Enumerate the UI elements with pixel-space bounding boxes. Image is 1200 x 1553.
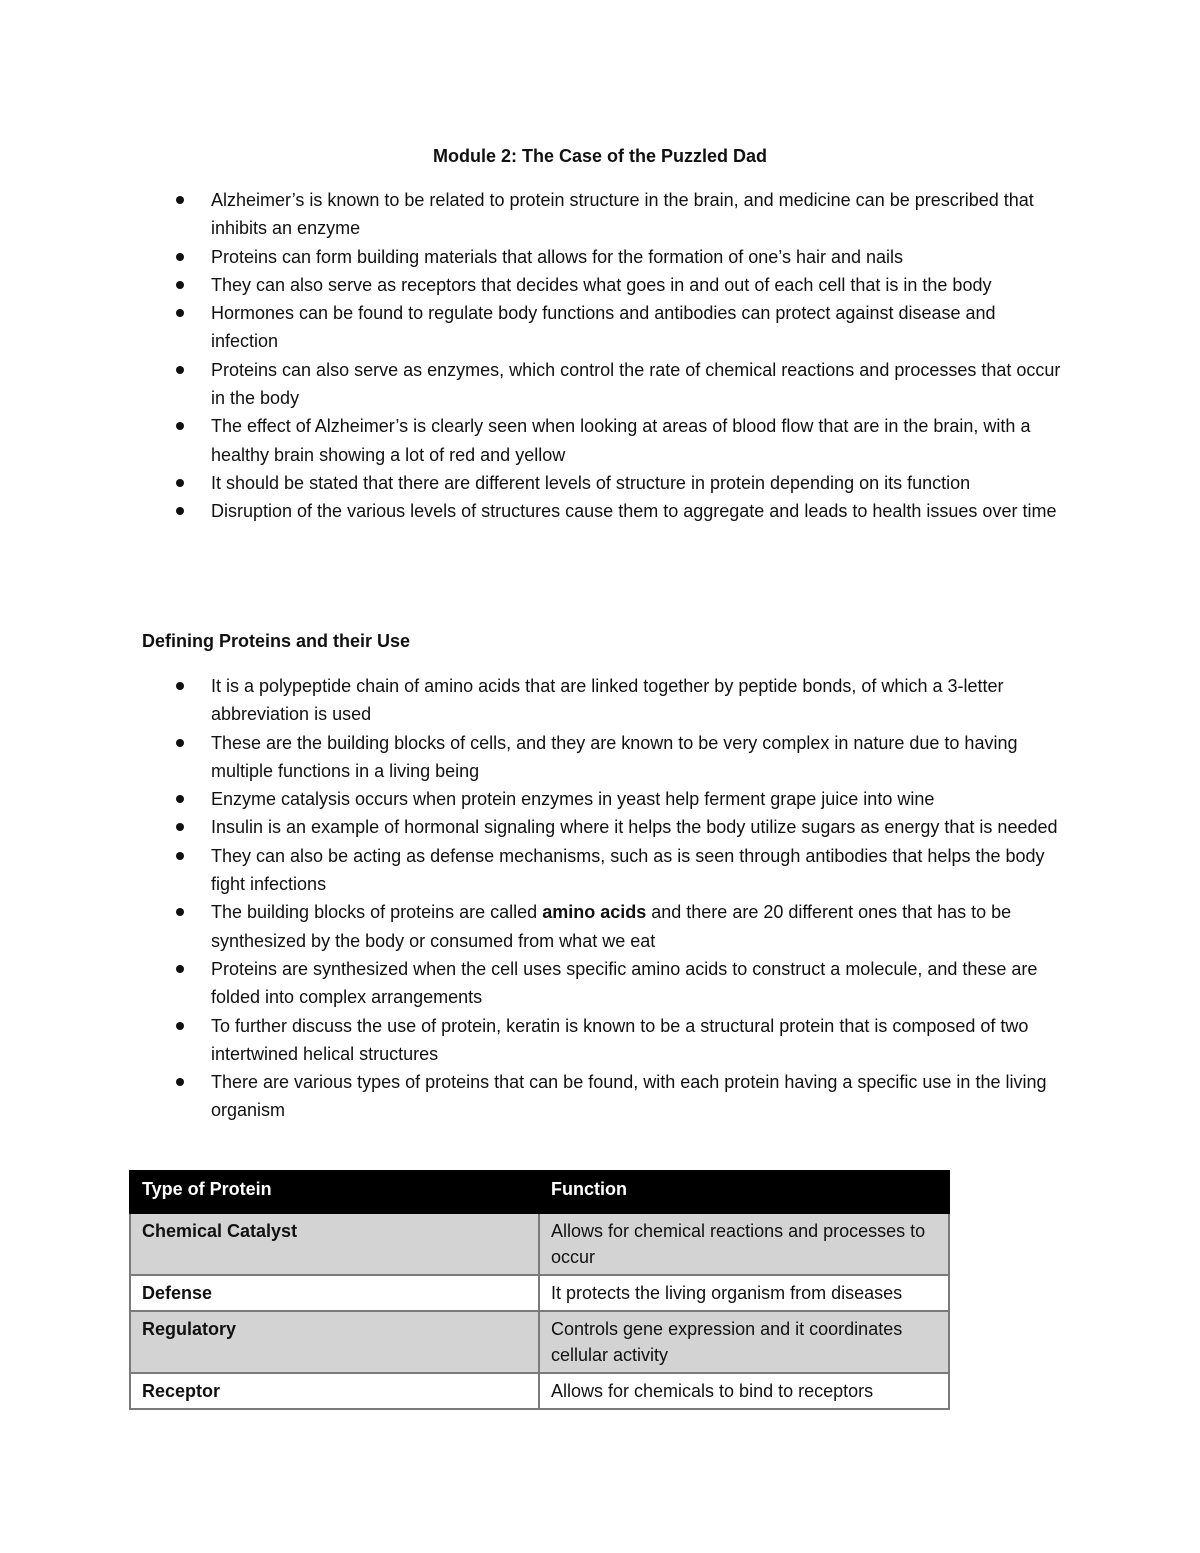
bullet-item <box>0 412 1061 469</box>
bullet-text-after: and there are 20 different ones that has to be synthesized by the body or consumed from what we eat <box>211 902 1012 951</box>
table-cell-function: Allows for chemical reactions and processes to occur <box>539 1213 949 1275</box>
bullet-text: Proteins are synthesized when the cell uses specific amino acids to construct a molecule, and these are folded into complex arrangements <box>211 958 1038 1008</box>
bullet-text: Insulin is an example of hormonal signaling where it helps the body utilize sugars as energy that is needed <box>211 817 1058 838</box>
bullet-text: They can also be acting as defense mechanisms, such as is seen through antibodies that helps the body fight infections <box>211 845 1045 895</box>
bullet-text-before: The building blocks of proteins are called <box>211 902 543 923</box>
protein-types-table <box>129 1170 950 1410</box>
bullet-item <box>0 469 1061 497</box>
bullet-icon <box>176 479 184 487</box>
bullet-icon <box>176 682 184 690</box>
bullet-text: Enzyme catalysis occurs when protein enzymes in yeast help ferment grape juice into wine <box>211 789 935 810</box>
bullet-item <box>0 299 1061 356</box>
table-row <box>130 1275 949 1311</box>
bullet-text: Proteins can form building materials that allows for the formation of one’s hair and nails <box>211 246 904 267</box>
bullet-icon <box>176 507 184 515</box>
bullet-text: They can also serve as receptors that decides what goes in and out of each cell that is in the body <box>211 274 992 295</box>
bullet-item <box>0 842 1061 899</box>
bullet-text: These are the building blocks of cells, and they are known to be very complex in nature due to having multiple functions in a living being <box>211 732 1018 781</box>
table-cell-function: It protects the living organism from diseases <box>539 1275 949 1311</box>
bullet-item <box>0 785 1061 813</box>
bullet-text-bold: amino acids <box>542 902 647 923</box>
bullet-item <box>0 813 1061 841</box>
section-heading: Defining Proteins and their Use <box>142 631 411 651</box>
bullet-item <box>0 672 1061 729</box>
bullet-item <box>0 243 1061 271</box>
bullet-item <box>0 1068 1061 1125</box>
bullet-icon <box>176 739 184 747</box>
bullet-item <box>0 729 1061 786</box>
bullet-text: Alzheimer’s is known to be related to protein structure in the brain, and medicine can be prescribed that inhibits an enzyme <box>211 190 1034 239</box>
bullet-icon <box>176 795 184 803</box>
bullet-text: It should be stated that there are different levels of structure in protein depending on its function <box>211 472 971 493</box>
table-cell-type: Receptor <box>130 1373 539 1409</box>
bullet-icon <box>176 823 184 831</box>
bullet-item <box>0 1012 1061 1069</box>
bullet-icon <box>176 852 184 860</box>
bullet-text: The effect of Alzheimer’s is clearly seen when looking at areas of blood flow that are in the brain, with a healthy brain showing a lot of red and yellow <box>211 416 1031 465</box>
table-header-row <box>130 1171 949 1213</box>
bullet-icon <box>176 965 184 973</box>
bullet-icon <box>176 196 184 204</box>
section-bullet-list <box>0 672 1200 1125</box>
bullet-text: Disruption of the various levels of structures cause them to aggregate and leads to health issues over time <box>211 501 1057 522</box>
bullet-item <box>0 497 1061 525</box>
table-cell-function: Controls gene expression and it coordinates cellular activity <box>539 1311 949 1373</box>
table-cell-type: Defense <box>130 1275 539 1311</box>
bullet-item <box>0 186 1061 243</box>
bullet-item <box>0 955 1061 1012</box>
bullet-icon <box>176 1022 184 1030</box>
bullet-icon <box>176 908 184 916</box>
table-cell-function: Allows for chemicals to bind to receptors <box>539 1373 949 1409</box>
bullet-icon <box>176 1078 184 1086</box>
bullet-icon <box>176 422 184 430</box>
table-row <box>130 1373 949 1409</box>
bullet-item <box>0 898 1061 955</box>
bullet-text: Hormones can be found to regulate body functions and antibodies can protect against disease and infection <box>211 303 996 352</box>
bullet-text: Proteins can also serve as enzymes, which control the rate of chemical reactions and processes that occur in the body <box>211 359 1061 409</box>
bullet-item <box>0 271 1061 299</box>
bullet-text: There are various types of proteins that can be found, with each protein having a specific use in the living organism <box>211 1072 1047 1121</box>
table-row <box>130 1311 949 1373</box>
bullet-icon <box>176 281 184 289</box>
intro-bullet-list <box>0 186 1200 526</box>
table-row <box>130 1213 949 1275</box>
bullet-icon <box>176 309 184 317</box>
bullet-text: To further discuss the use of protein, keratin is known to be a structural protein that is composed of two intertwined helical structures <box>211 1015 1029 1064</box>
bullet-icon <box>176 366 184 374</box>
document-title: Module 2: The Case of the Puzzled Dad <box>432 146 768 166</box>
bullet-icon <box>176 253 184 261</box>
table-header-function: Function <box>539 1171 949 1213</box>
table-cell-type: Regulatory <box>130 1311 539 1373</box>
bullet-item <box>0 356 1061 413</box>
table-header-type: Type of Protein <box>130 1171 539 1213</box>
table-cell-type: Chemical Catalyst <box>130 1213 539 1275</box>
bullet-text: It is a polypeptide chain of amino acids that are linked together by peptide bonds, of which a 3-letter abbreviation is used <box>211 676 1004 725</box>
